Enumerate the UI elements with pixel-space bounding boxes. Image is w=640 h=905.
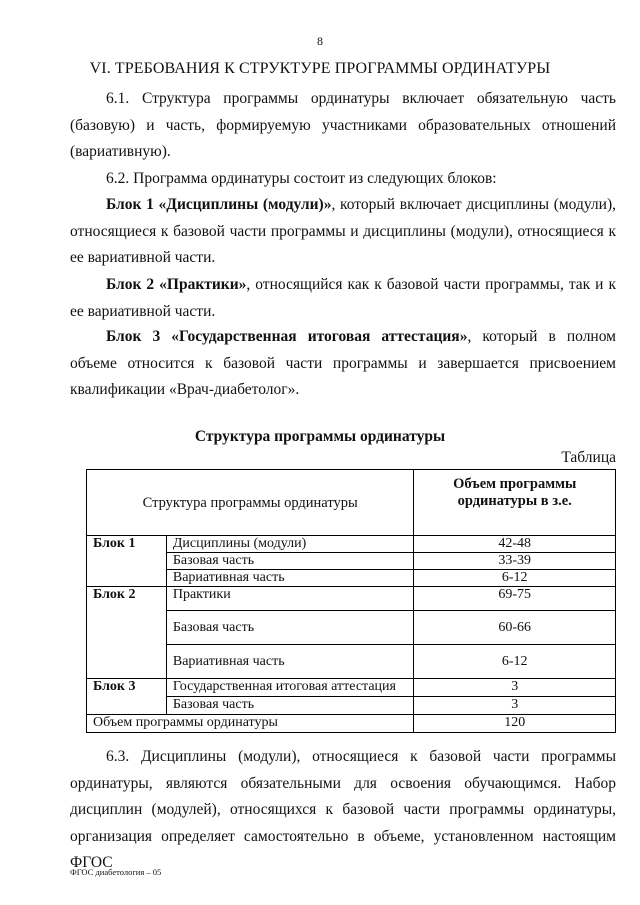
block3-text: , который в полном объеме относится к базовой части программы и завершается присвоением квалификации «Врач-диабетолог». [70, 328, 616, 398]
block-cell-empty [87, 697, 167, 715]
section-heading: VI. ТРЕБОВАНИЯ К СТРУКТУРЕ ПРОГРАММЫ ОРДИНАТУРЫ [89, 60, 551, 77]
row-value: 42-48 [414, 536, 616, 553]
table-label: Таблица [561, 449, 616, 466]
table-row [87, 645, 616, 679]
table-row [87, 536, 616, 553]
block2-description [70, 272, 616, 325]
row-label: Дисциплины (модули) [166, 536, 414, 553]
block3-description [70, 324, 616, 404]
table-row [87, 679, 616, 697]
table-row [87, 587, 616, 611]
table-row [87, 570, 616, 587]
block1-cell: Блок 1 [87, 536, 167, 553]
paragraph-6-2: 6.2. Программа ординатуры состоит из следующих блоков: [106, 170, 497, 187]
block-cell-empty [87, 553, 167, 570]
block2-cell: Блок 2 [87, 587, 167, 611]
row-value: 6-12 [414, 570, 616, 587]
table-total-row [87, 715, 616, 733]
row-label: Базовая часть [166, 553, 414, 570]
header-structure: Структура программы ординатуры [87, 470, 414, 536]
table-row [87, 611, 616, 645]
page-number: 8 [317, 34, 323, 48]
paragraph-6-3: 6.3. Дисциплины (модули), относящиеся к базовой части программы ординатуры, являются обязательными для освоения обучающимся. Набор дисциплин (модулей), относящихся к базовой части программы ординатуры, организация определяет самостоятельно в объеме, установленном настоящим ФГОС [70, 748, 616, 871]
table-header-row [87, 470, 616, 536]
row-label: Базовая часть [166, 697, 414, 715]
row-label: Государственная итоговая аттестация [166, 679, 414, 697]
block3-cell: Блок 3 [87, 679, 167, 697]
table-row [87, 697, 616, 715]
block2-text: , относящийся как к базовой части программы, так и к ее вариативной части. [70, 276, 616, 320]
total-label: Объем программы ординатуры [87, 715, 414, 733]
row-label: Вариативная часть [166, 645, 414, 679]
row-label: Практики [166, 587, 414, 611]
row-label: Вариативная часть [166, 570, 414, 587]
row-value: 60-66 [414, 611, 616, 645]
footer-text: ФГОС диабетология – 05 [70, 867, 162, 877]
row-value: 33-39 [414, 553, 616, 570]
block-cell-empty [87, 645, 167, 679]
paragraph-6-1: 6.1. Структура программы ординатуры включает обязательную часть (базовую) и часть, формируемую участниками образовательных отношений (вариативную). [70, 90, 616, 160]
block2-title: Блок 2 «Практики» [106, 276, 247, 293]
program-structure-table [86, 469, 616, 733]
row-label: Базовая часть [166, 611, 414, 645]
row-value: 69-75 [414, 587, 616, 611]
block1-text: , который включает дисциплины (модули), относящиеся к базовой части программы и дисциплины (модули), относящиеся к ее вариативной части. [70, 196, 616, 266]
table-row [87, 553, 616, 570]
header-volume: Объем программы ординатуры в з.е. [414, 470, 616, 536]
block1-title: Блок 1 «Дисциплины (модули)» [106, 196, 332, 213]
row-value: 3 [414, 697, 616, 715]
block-cell-empty [87, 570, 167, 587]
block3-title: Блок 3 «Государственная итоговая аттестация» [106, 328, 468, 345]
row-value: 6-12 [414, 645, 616, 679]
block-cell-empty [87, 611, 167, 645]
block1-description [70, 192, 616, 272]
table-title: Структура программы ординатуры [194, 428, 446, 445]
total-value: 120 [414, 715, 616, 733]
row-value: 3 [414, 679, 616, 697]
